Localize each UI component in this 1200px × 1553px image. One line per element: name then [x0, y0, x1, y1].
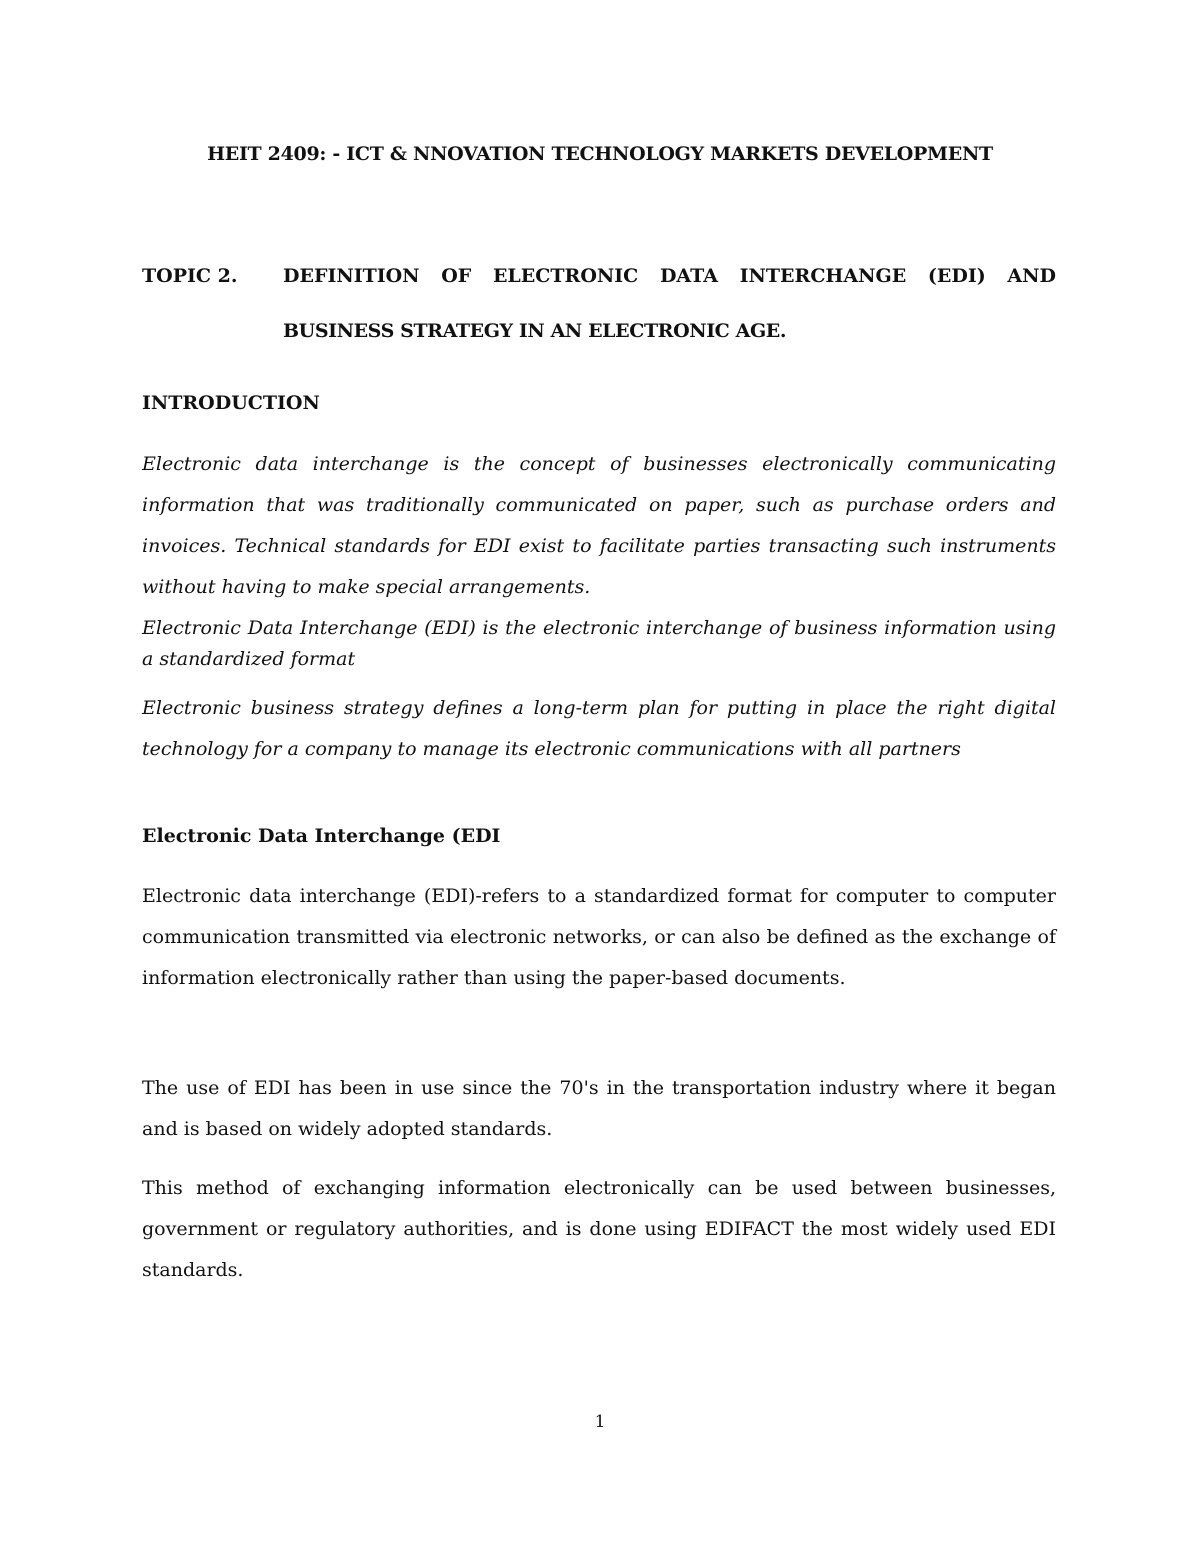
page-number: 1 — [594, 1412, 606, 1432]
edi-paragraph-3: This method of exchanging information electronically can be used between businesses, government or regulatory authorities, and is done using EDIFACT the most widely used EDI standards. — [142, 1177, 1056, 1281]
edi-section-heading: Electronic Data Interchange (EDI — [142, 825, 501, 847]
intro-paragraph-1: Electronic data interchange is the concept of businesses electronically communicating information that was traditionally communicated on paper, such as purchase orders and invoices. Technical standards for EDI exist to facilitate parties transacting such instruments without having to make special arrangements. — [142, 453, 1056, 598]
intro-paragraph-3: Electronic business strategy defines a long-term plan for putting in place the right digital technology for a company to manage its electronic communications with all partners — [142, 697, 1056, 760]
topic-label: TOPIC 2. — [142, 265, 238, 287]
topic-title-line1: DEFINITION OF ELECTRONIC DATA INTERCHANGE (EDI) AND — [283, 265, 1056, 287]
edi-paragraph-1: Electronic data interchange (EDI)-refers to a standardized format for computer to computer communication transmitted via electronic networks, or can also be defined as the exchange of information electronically rather than using the paper-based documents. — [142, 885, 1056, 989]
edi-paragraph-2: The use of EDI has been in use since the 70's in the transportation industry where it began and is based on widely adopted standards. — [142, 1077, 1056, 1140]
introduction-heading: INTRODUCTION — [142, 392, 320, 414]
topic-title-line2: BUSINESS STRATEGY IN AN ELECTRONIC AGE. — [283, 320, 787, 342]
intro-paragraph-2: Electronic Data Interchange (EDI) is the electronic interchange of business information using a standardized format — [142, 617, 1056, 670]
course-title: HEIT 2409: - ICT & NNOVATION TECHNOLOGY MARKETS DEVELOPMENT — [207, 143, 993, 165]
